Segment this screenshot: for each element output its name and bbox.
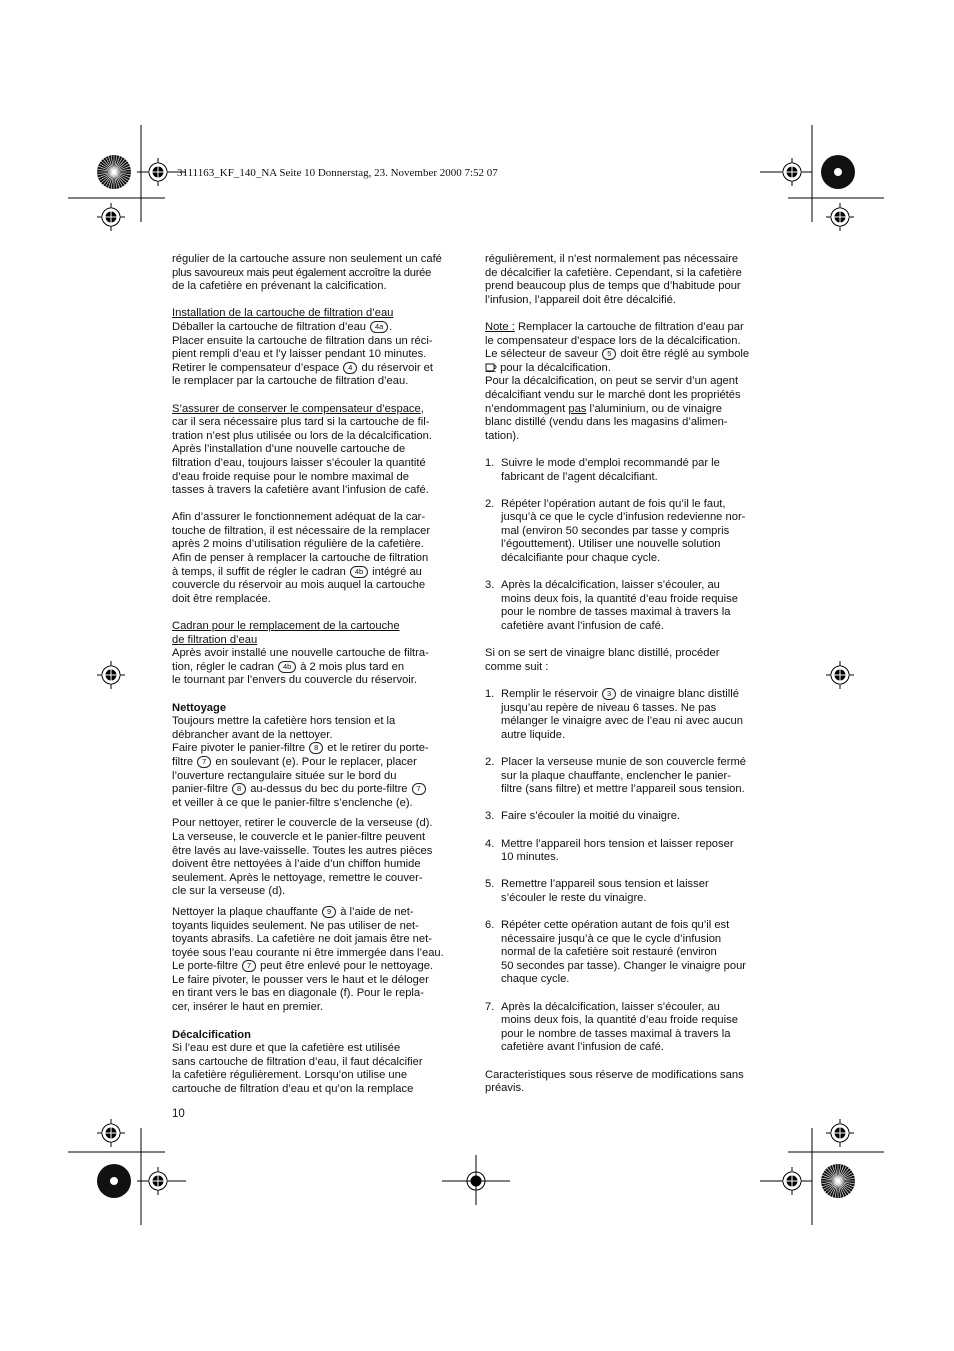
registration-target bbox=[144, 1167, 172, 1195]
text-line: régulier de la cartouche assure non seulement un café bbox=[172, 253, 442, 265]
text-line: Caracteristiques sous réserve de modifications sans bbox=[485, 1068, 744, 1081]
text-line: Placer ensuite la cartouche de filtration dans un réci- bbox=[172, 334, 433, 347]
registration-target bbox=[97, 661, 125, 689]
text-line: Afin d’assurer le fonctionnement adéquat de la car- bbox=[172, 511, 426, 524]
text-line: le tournant par l’envers du couvercle du réservoir. bbox=[172, 674, 418, 687]
text-line: sans cartouche de filtration d’eau, il faut décalcifier bbox=[172, 1055, 423, 1068]
text-line: blanc distillé (vendu dans les magasins d’alimen- bbox=[485, 416, 728, 429]
text-line: débrancher avant de la nettoyer. bbox=[172, 728, 333, 741]
ref-8: 8 bbox=[309, 742, 323, 754]
decalcification-heading: Décalcification bbox=[172, 1028, 251, 1041]
list-item: 7. Après la décalcification, laisser s’écouler, au moins deux fois, la quantité d’eau froide requise pour le nombre de tasses maximal à travers la cafetière avant l’infusion de café. bbox=[485, 1000, 738, 1054]
text-line: S’assurer de conserver le compensateur d’espace, bbox=[172, 402, 424, 415]
text-line: cartouche de filtration d’eau et qu’on la remplace bbox=[172, 1083, 414, 1096]
text-line: pient rempli d’eau et l’y laisser pendant 10 minutes. bbox=[172, 348, 427, 361]
ref-8: 8 bbox=[232, 783, 246, 795]
page-number: 10 bbox=[172, 1108, 185, 1120]
nettoyage-heading: Nettoyage bbox=[172, 701, 227, 714]
text-line: l’infusion, l’appareil doit être décalcifié. bbox=[485, 293, 676, 306]
registration-target bbox=[826, 1119, 854, 1147]
text-line: pour la décalcification. bbox=[485, 362, 775, 376]
text-line: de la cafetière en prévenant la calcification. bbox=[172, 280, 387, 293]
starburst-target bbox=[97, 1164, 131, 1198]
text-line: préavis. bbox=[485, 1082, 525, 1095]
text-line: Le porte-filtre 7 peut être enlevé pour le nettoyage. bbox=[172, 960, 434, 973]
text-line: décalcifiant vendu sur le marché dont les propriétés bbox=[485, 388, 741, 401]
ref-4b: 4b bbox=[278, 661, 296, 673]
text-line: toyants liquides seulement. Ne pas utiliser de net- bbox=[172, 919, 419, 932]
registration-target bbox=[826, 203, 854, 231]
text-line: tasses à travers la cafetière avant l’infusion de café. bbox=[172, 484, 429, 497]
list-item: 1. Remplir le réservoir 3 de vinaigre blanc distillé jusqu’au repère de niveau 6 tasses. Ne pas mélanger le vinaigre avec de l’eau ni avec aucun autre liquide. bbox=[485, 688, 743, 741]
text-line: toyée sous l’eau courante ni être immergée dans l’eau. bbox=[172, 946, 444, 959]
text-line: et veiller à ce que le panier-filtre s’enclenche (e). bbox=[172, 796, 413, 809]
text-line: comme suit : bbox=[485, 660, 549, 673]
note-label: Note : bbox=[485, 320, 515, 333]
text-line: Le sélecteur de saveur 5 doit être réglé au symbole bbox=[485, 348, 750, 361]
text-line: Nettoyer la plaque chauffante 9 à l’aide de net- bbox=[172, 905, 414, 918]
ref-7: 7 bbox=[242, 960, 256, 972]
text-line: filtre 7 en soulevant (e). Pour le replacer, placer bbox=[172, 755, 417, 768]
list-item: 1. Suivre le mode d’emploi recommandé par le fabricant de l’agent décalcifiant. bbox=[485, 456, 720, 483]
print-header: 3111163_KF_140_NA Seite 10 Donnerstag, 23. November 2000 7:52 07 bbox=[177, 167, 498, 179]
registration-target bbox=[97, 1119, 125, 1147]
text-line: filtration d’eau, toujours laisser s’écouler la quantité bbox=[172, 456, 426, 469]
text-line: en tirant vers le bas en diagonale (f). Pour le repla- bbox=[172, 987, 424, 1000]
ref-4: 4 bbox=[343, 362, 357, 374]
text-line: prend beaucoup plus de temps que d’habitude pour bbox=[485, 280, 741, 293]
assurer-heading: S’assurer de conserver le compensateur d’espace bbox=[172, 402, 421, 415]
list-item: 5. Remettre l’appareil sous tension et laisser s’écouler le reste du vinaigre. bbox=[485, 878, 709, 904]
install-heading: Installation de la cartouche de filtration d’eau bbox=[172, 307, 394, 320]
registration-target bbox=[826, 661, 854, 689]
ref-7: 7 bbox=[197, 756, 211, 768]
text-line: couvercle du réservoir au mois auquel la cartouche bbox=[172, 579, 426, 592]
text-line: cer, insérer le haut en premier. bbox=[172, 1001, 324, 1014]
text-line: l’ouverture rectangulaire située sur le bord du bbox=[172, 769, 397, 782]
text-line: à temps, il suffit de régler le cadran 4b intégré au bbox=[172, 565, 422, 578]
ref-4b: 4b bbox=[350, 566, 368, 578]
list-item: 6. Répéter cette opération autant de fois qu’il est nécessaire jusqu’à ce que le cycle d’infusion normal de la cafetière soit restauré (environ 50 secondes par tasse). Changer le vinaigre pour chaque cycle. bbox=[485, 919, 747, 986]
text-line: tration n’est plus utilisée ou lors de la décalcification. bbox=[172, 429, 432, 442]
text-line: être lavés au lave-vaisselle. Toutes les autres pièces bbox=[172, 844, 433, 857]
list-item: 3. Après la décalcification, laisser s’écouler, au moins deux fois, la quantité d’eau froide requise pour le nombre de tasses maximal à travers la cafetière avant l’infusion de café. bbox=[485, 579, 738, 633]
text-line: car il sera nécessaire plus tard si la cartouche de fil- bbox=[172, 416, 430, 429]
list-item: 4. Mettre l’appareil hors tension et laisser reposer 10 minutes. bbox=[485, 837, 734, 864]
descaling-steps-list bbox=[485, 457, 775, 634]
text-line: panier-filtre 8 au-dessus du bec du porte-filtre 7 bbox=[172, 783, 462, 797]
registration-target bbox=[778, 1167, 806, 1195]
cadran-heading: Cadran pour le remplacement de la cartouche bbox=[172, 620, 400, 633]
text-line: Le faire pivoter, le pousser vers le haut et le déloger bbox=[172, 973, 429, 986]
vinegar-steps-list bbox=[485, 688, 775, 1055]
text-line: Déballer la cartouche de filtration d’eau 4a . bbox=[172, 320, 393, 333]
text-line: cle sur la verseuse (d). bbox=[172, 885, 286, 898]
text-line: Pour la décalcification, on peut se servir d’un agent bbox=[485, 375, 739, 388]
text-line: doit être remplacée. bbox=[172, 592, 271, 605]
registration-target bbox=[144, 158, 172, 186]
starburst-target bbox=[821, 155, 855, 189]
text-line: Faire pivoter le panier-filtre 8 et le retirer du porte- bbox=[172, 742, 429, 755]
text-line: Si on se sert de vinaigre blanc distillé, procéder bbox=[485, 647, 720, 660]
text-line: Pour nettoyer, retirer le couvercle de la verseuse (d). bbox=[172, 817, 433, 830]
ref-3: 3 bbox=[602, 688, 616, 700]
list-item: 2. Répéter l’opération autant de fois qu’il le faut, jusqu’à ce que le cycle d’infusion redevienne nor- mal (environ 50 secondes par tasse y compris l’égouttement). Utiliser une nouvelle solution décalcifiante pour chaque cycle. bbox=[485, 497, 746, 565]
text-line: Après l’installation d’une nouvelle cartouche de bbox=[172, 443, 406, 456]
starburst-target bbox=[821, 1164, 855, 1198]
cup-symbol-icon bbox=[485, 363, 497, 372]
ref-5: 5 bbox=[602, 348, 616, 360]
text-line: toyants abrasifs. La cafetière ne doit jamais être net- bbox=[172, 933, 432, 946]
text-line: doivent être nettoyées à l’aide d’un chiffon humide bbox=[172, 858, 421, 871]
text-line: Si l’eau est dure et que la cafetière est utilisée bbox=[172, 1042, 401, 1055]
right-column bbox=[485, 253, 775, 1096]
text-line: tion, régler le cadran 4b à 2 mois plus tard en bbox=[172, 660, 405, 673]
text-line: le compensateur d’espace lors de la décalcification. bbox=[485, 334, 741, 347]
left-column bbox=[172, 253, 462, 1097]
registration-target bbox=[97, 203, 125, 231]
text-line: le remplacer par la cartouche de filtration d’eau. bbox=[172, 375, 409, 388]
list-item: 3. Faire s’écouler la moitié du vinaigre. bbox=[485, 810, 681, 823]
text-line: tation). bbox=[485, 429, 520, 442]
text-line: après 2 moins d’utilisation régulière de la cafetière. bbox=[172, 538, 424, 551]
text-line: la cafetière régulièrement. Lorsqu’on utilise une bbox=[172, 1069, 408, 1082]
text-line: Après avoir installé une nouvelle cartouche de filtra- bbox=[172, 647, 429, 660]
text-line: plus savoureux mais peut également accroître la durée bbox=[172, 266, 432, 279]
text-line: Note : Remplacer la cartouche de filtration d’eau par bbox=[485, 320, 744, 333]
text-line: La verseuse, le couvercle et le panier-filtre peuvent bbox=[172, 830, 426, 843]
starburst-target bbox=[97, 155, 131, 189]
text-line: n’endommagent pas l’aluminium, ou de vinaigre bbox=[485, 402, 722, 415]
text-line: Retirer le compensateur d’espace 4 du réservoir et bbox=[172, 361, 434, 374]
registration-target bbox=[778, 158, 806, 186]
text-line: Toujours mettre la cafetière hors tension et la bbox=[172, 715, 396, 728]
ref-4a: 4a bbox=[370, 321, 388, 333]
text-line: d’eau froide requise pour le nombre maximal de bbox=[172, 470, 409, 483]
text-line: seulement. Après le nettoyage, remettre le couver- bbox=[172, 871, 423, 884]
text-line: régulièrement, il n’est normalement pas nécessaire bbox=[485, 253, 739, 265]
cadran-heading: de filtration d’eau bbox=[172, 633, 258, 646]
ref-9: 9 bbox=[322, 906, 336, 918]
text-line: Afin de penser à remplacer la cartouche de filtration bbox=[172, 552, 429, 565]
text-line: de décalcifier la cafetière. Cependant, si la cafetière bbox=[485, 266, 742, 279]
text-line: touche de filtration, il est nécessaire de la remplacer bbox=[172, 524, 431, 537]
ref-7: 7 bbox=[412, 783, 426, 795]
list-item: 2. Placer la verseuse munie de son couvercle fermé sur la plaque chauffante, enclencher le panier- filtre (sans filtre) et mettre l’appareil sous tension. bbox=[485, 755, 746, 796]
